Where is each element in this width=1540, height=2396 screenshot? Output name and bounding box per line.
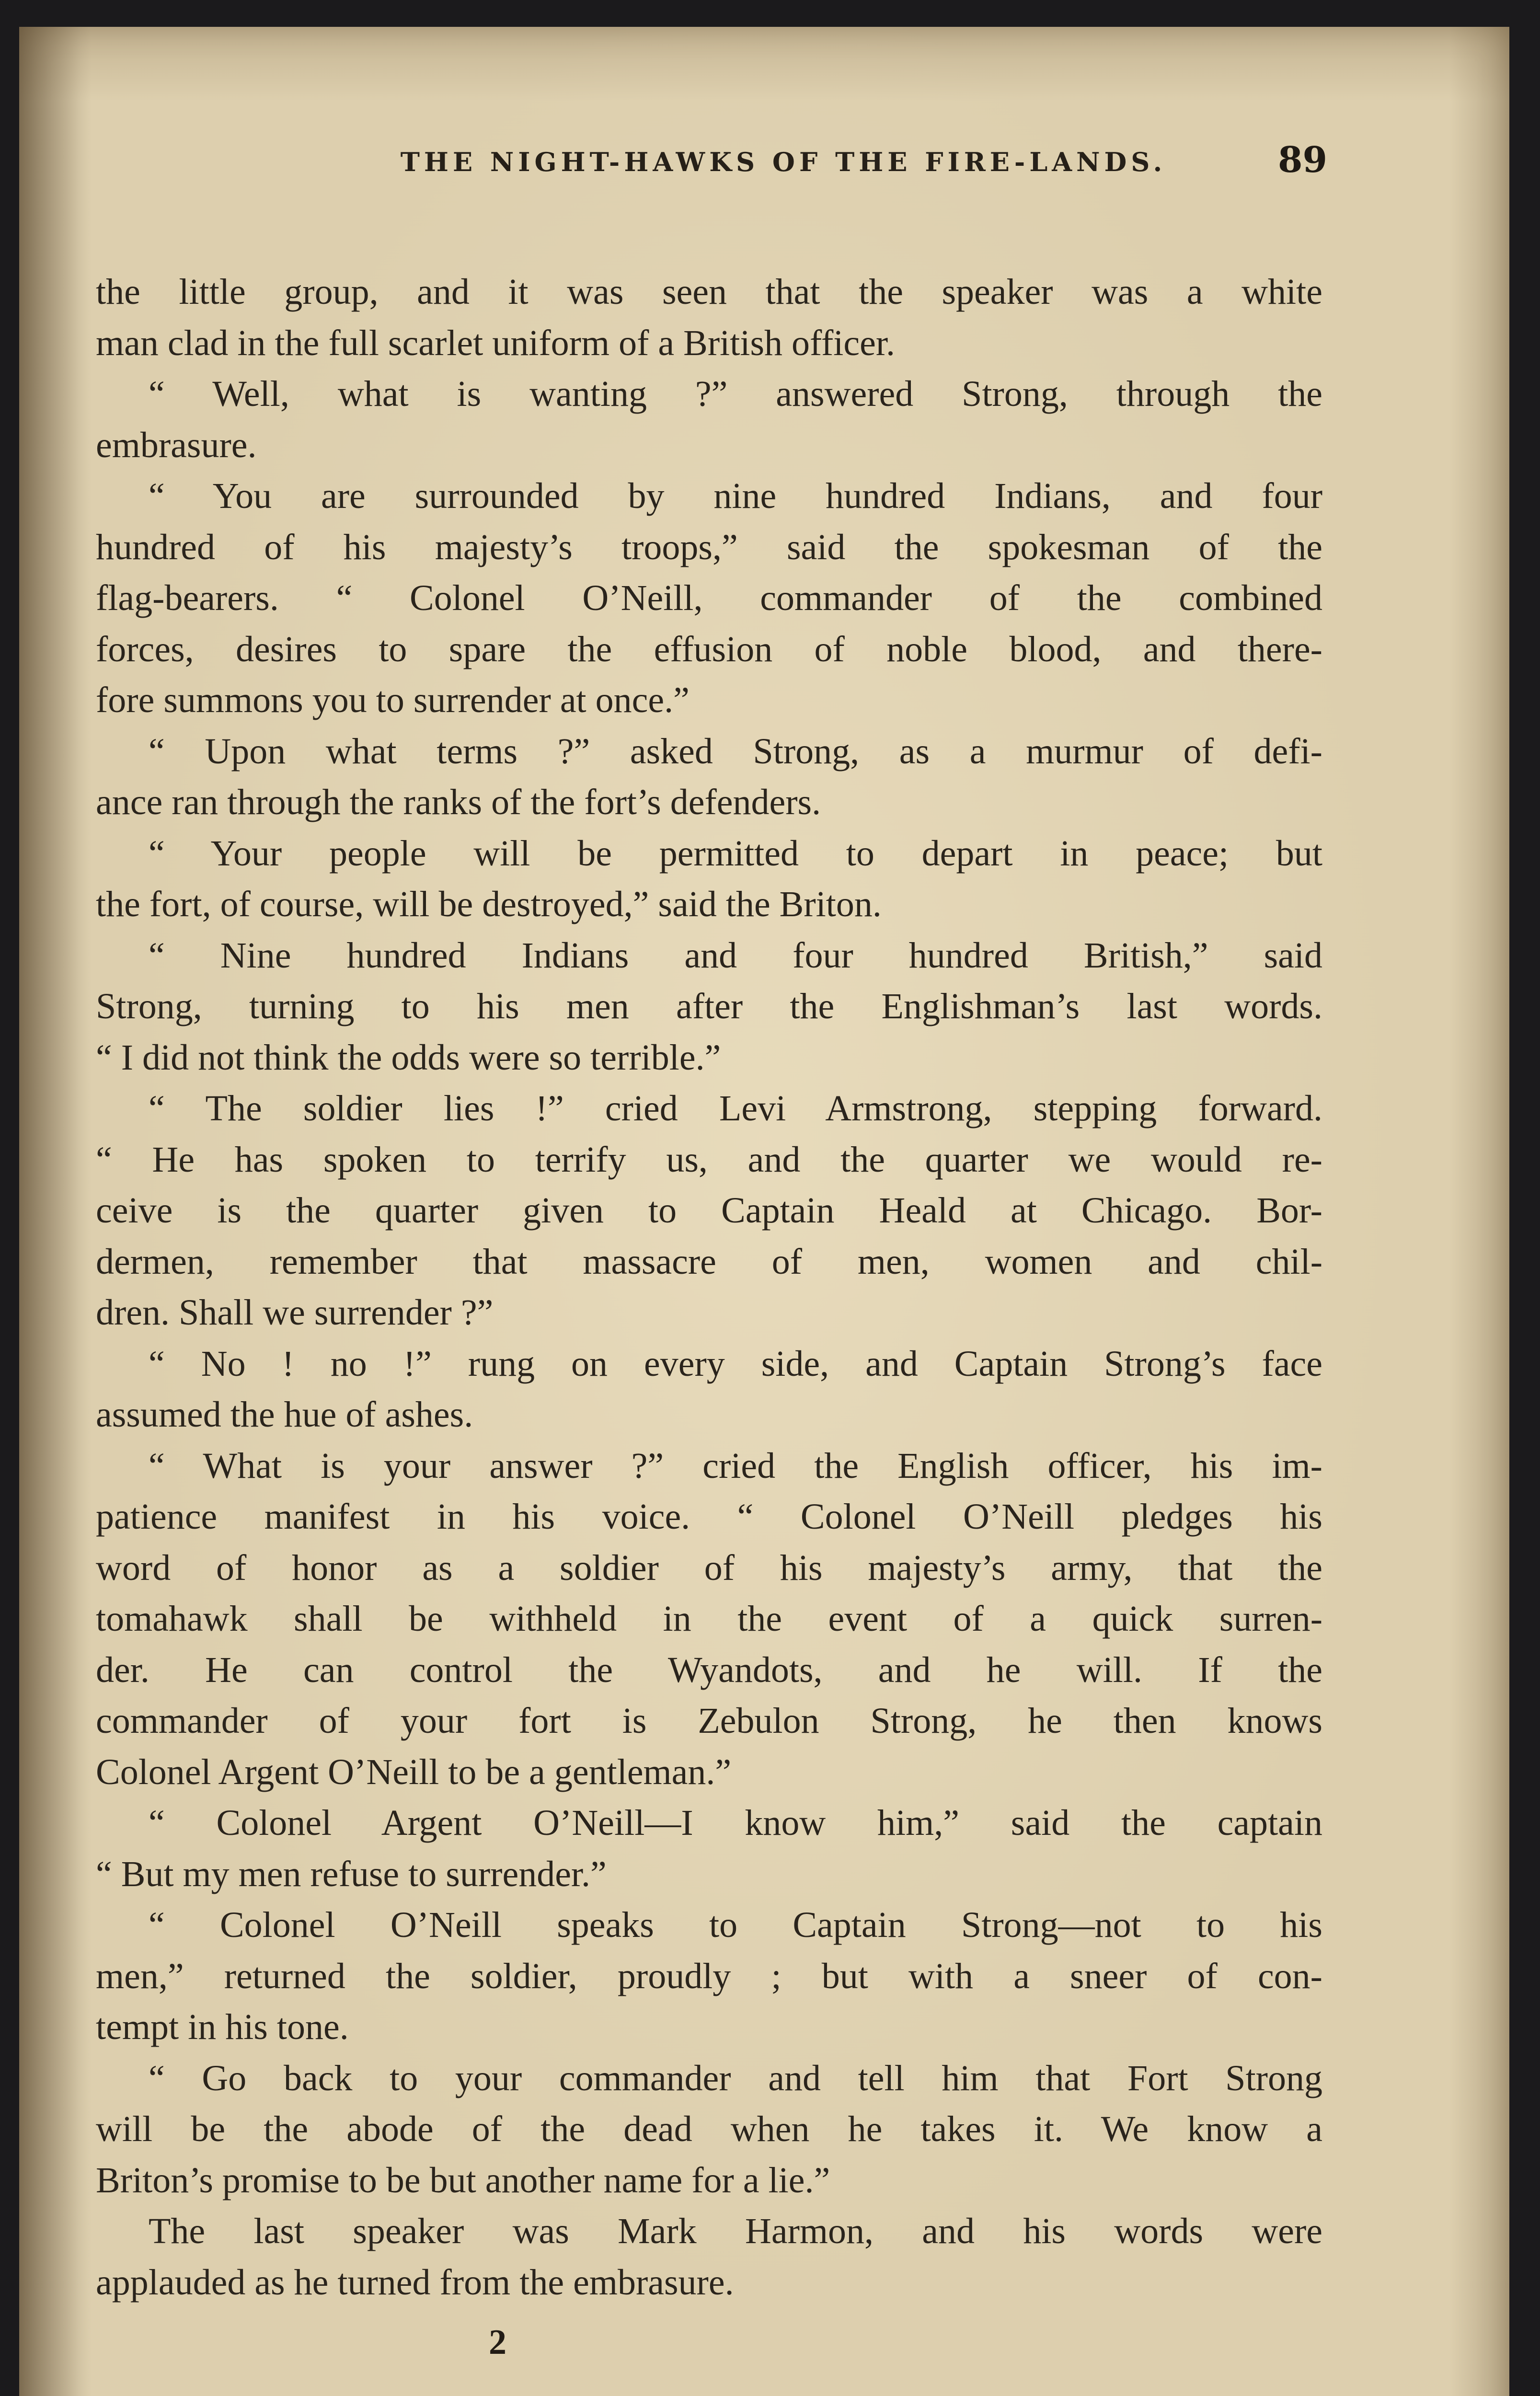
- text-line: The last speaker was Mark Harmon, and his words were: [149, 2211, 1322, 2251]
- text-line: “ Go back to your commander and tell him that Fort Strong: [149, 2058, 1322, 2098]
- text-line: will be the abode of the dead when he takes it. We know a: [96, 2109, 1322, 2149]
- text-line: “ Your people will be permitted to depart in peace; but: [149, 833, 1322, 874]
- text-line: Briton’s promise to be but another name for a lie.”: [96, 2160, 830, 2200]
- text-line: “ Well, what is wanting ?” answered Strong, through the: [149, 374, 1322, 414]
- text-line: “ What is your answer ?” cried the English officer, his im-: [149, 1445, 1322, 1486]
- text-line: der. He can control the Wyandots, and he will. If the: [96, 1649, 1322, 1690]
- text-line: “ He has spoken to terrify us, and the quarter we would re-: [96, 1139, 1322, 1180]
- text-line: dren. Shall we surrender ?”: [96, 1292, 494, 1333]
- text-line: flag-bearers. “ Colonel O’Neill, commander of the combined: [96, 578, 1322, 618]
- text-line: “ Colonel Argent O’Neill—I know him,” said the captain: [149, 1803, 1322, 1843]
- text-line: tempt in his tone.: [96, 2007, 349, 2047]
- text-line: embrasure.: [96, 425, 257, 465]
- text-line: applauded as he turned from the embrasure.: [96, 2262, 734, 2303]
- spine-shadow: [19, 27, 91, 2396]
- text-line: “ No ! no !” rung on every side, and Captain Strong’s face: [149, 1343, 1322, 1384]
- book-page: [19, 27, 1509, 2396]
- text-line: assumed the hue of ashes.: [96, 1394, 473, 1435]
- body-text: [96, 266, 1322, 2308]
- text-line: “ I did not think the odds were so terrible.”: [96, 1037, 721, 1078]
- text-line: “ Upon what terms ?” asked Strong, as a murmur of defi-: [149, 731, 1322, 772]
- text-line: men,” returned the soldier, proudly ; but with a sneer of con-: [96, 1956, 1322, 1996]
- text-line: fore summons you to surrender at once.”: [96, 680, 690, 720]
- text-line: “ The soldier lies !” cried Levi Armstrong, stepping forward.: [149, 1088, 1322, 1129]
- text-line: “ Colonel O’Neill speaks to Captain Strong—not to his: [149, 1905, 1322, 1945]
- signature-mark: 2: [489, 2323, 506, 2362]
- page-number: 89: [1278, 139, 1327, 181]
- text-line: ceive is the quarter given to Captain Heald at Chicago. Bor-: [96, 1190, 1322, 1231]
- running-head: THE NIGHT-HAWKS OF THE FIRE-LANDS.: [400, 147, 1167, 177]
- text-line: the fort, of course, will be destroyed,” said the Briton.: [96, 884, 882, 924]
- text-line: “ But my men refuse to surrender.”: [96, 1854, 607, 1894]
- text-line: Colonel Argent O’Neill to be a gentleman.”: [96, 1751, 732, 1792]
- text-line: “ You are surrounded by nine hundred Indians, and four: [149, 476, 1322, 516]
- text-line: the little group, and it was seen that the speaker was a white: [96, 272, 1322, 312]
- text-line: man clad in the full scarlet uniform of a British officer.: [96, 323, 895, 363]
- text-line: hundred of his majesty’s troops,” said the spokesman of the: [96, 527, 1322, 567]
- text-line: dermen, remember that massacre of men, women and chil-: [96, 1241, 1322, 1282]
- text-line: word of honor as a soldier of his majesty’s army, that the: [96, 1547, 1322, 1588]
- text-line: patience manifest in his voice. “ Colonel O’Neill pledges his: [96, 1497, 1322, 1537]
- text-line: ance ran through the ranks of the fort’s defenders.: [96, 782, 821, 822]
- text-line: forces, desires to spare the effusion of noble blood, and there-: [96, 629, 1322, 669]
- text-line: “ Nine hundred Indians and four hundred British,” said: [149, 935, 1322, 976]
- text-line: Strong, turning to his men after the Englishman’s last words.: [96, 986, 1322, 1026]
- text-line: tomahawk shall be withheld in the event of a quick surren-: [96, 1599, 1322, 1639]
- text-line: commander of your fort is Zebulon Strong, he then knows: [96, 1701, 1322, 1741]
